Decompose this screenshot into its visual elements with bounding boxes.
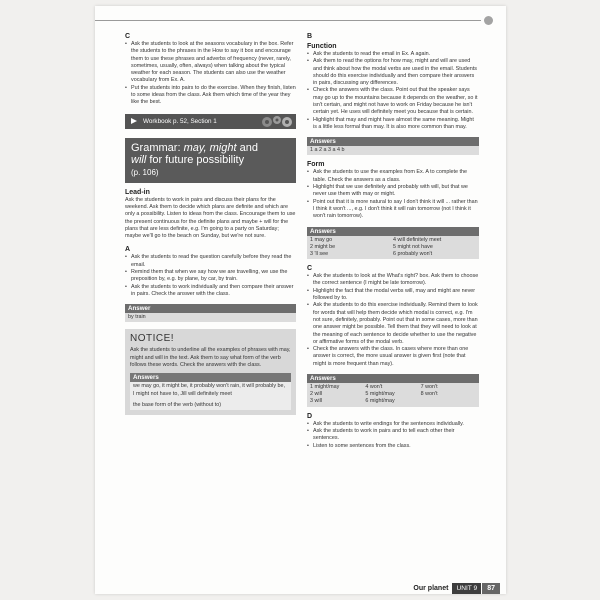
section-d-list	[307, 421, 479, 450]
list-item: • Highlight the fact that the modal verbs will, may and might are never followed by to.	[307, 288, 479, 303]
list-item: • Check the answers with the class. Point out that the speaker says may go up to the mountains because it depends on the weather, so it isn't certain, and might not have to work on Friday because he isn't certain yet. He uses will definitely meet you because that is certain.	[307, 87, 479, 116]
section-c-right-list	[307, 273, 479, 368]
answer-cell: 3 'll see	[310, 250, 329, 257]
notice-answers-body	[130, 382, 291, 410]
textbook-page	[95, 6, 506, 594]
grammar-title-part: and	[239, 141, 258, 154]
grammar-title	[131, 142, 290, 179]
grammar-title-part: Grammar:	[131, 141, 181, 154]
list-item: • Highlight that may and might have almost the same meaning. Might is a little less formal than may. It is also more common than may.	[307, 117, 479, 132]
answers-body: 1 a 2 a 3 a 4 b	[307, 146, 479, 155]
right-column	[307, 32, 479, 450]
workbook-banner	[125, 114, 296, 129]
list-item: • Ask the students to read the email in Ex. A again.	[307, 51, 479, 58]
page-number: 87	[482, 583, 500, 594]
list-item: • Check the answers with the class. In cases where more than one answer is correct, the more usual answer is given first (note that might is more frequent than may).	[307, 346, 479, 368]
answer-cell: 4 will definitely meet	[393, 236, 442, 243]
answer-cell: 1 may go	[310, 236, 333, 243]
form-answers-body	[307, 236, 479, 260]
answer-cell: 6 probably won't	[393, 250, 433, 257]
notice-answer-line: we may go, it might be, it probably won't rain, it will probably be, I might not have to, Jill will definitely meet	[133, 383, 286, 397]
workbook-label: Workbook p. 52, Section 1	[143, 117, 217, 125]
form-heading: Form	[307, 161, 325, 169]
gears-icon	[260, 115, 294, 128]
answer-cell: 7 won't	[420, 384, 438, 391]
grammar-page-ref: (p. 106)	[131, 167, 159, 177]
play-arrow-icon	[131, 118, 137, 124]
answers-bar: Answers	[307, 227, 479, 236]
list-item: • Ask the students to do this exercise individually. Remind them to look for words that will help them decide which modal is correct, e.g. I'm not sure, definitely, probably. Point out that in some cases, more than one answer might be possible. Tell them that they will need to look at the meaning of each sentence to decide whether to use the negative or affirmative forms of the modal verb.	[307, 302, 479, 346]
c-answers-body	[307, 383, 479, 407]
list-item: • Remind them that when we say how we are travelling, we use the preposition by, e.g. by plane, by car, by train.	[125, 269, 296, 284]
unit-badge: UNIT 9	[452, 583, 481, 594]
grammar-title-part: for future possibility	[149, 153, 245, 166]
section-a-list	[125, 254, 296, 298]
list-item: • Point out that it is more natural to say I don't think it will ... rather than I think it won't ..., e.g. I don't think it will rain tomorrow (not I think it won't rain tomorrow).	[307, 199, 479, 221]
function-heading: Function	[307, 43, 337, 50]
page-footer	[413, 583, 500, 594]
list-item: • Ask the students to look at the seasons vocabulary in the box. Refer the students to the phrases in the How to say it box and encourage them to use these phrases and adverbs of frequency (never, rarely, sometimes, usually, often, always) when talking about the typical weather for each season. The students can also use the weather vocabulary from Ex. A.	[125, 41, 296, 85]
section-c-right-heading: C	[307, 265, 313, 273]
answers-bar: Answers	[307, 374, 479, 383]
form-list	[307, 169, 479, 220]
notice-answers-bar: Answers	[130, 373, 291, 382]
notice-title: NOTICE!	[130, 333, 175, 345]
section-b-heading: B	[307, 33, 313, 40]
section-c-heading: C	[125, 33, 131, 40]
top-rule	[95, 20, 481, 21]
grammar-box	[125, 138, 296, 183]
notice-answer-line: the base form of the verb (without to)	[133, 401, 222, 408]
leadin-text: Ask the students to work in pairs and discuss their plans for the weekend. Ask them to decide which plans are definite and which are only a possibility. Listen to ideas from the class. Encourage them to use the present continuous for the definite plans and maybe + will for the plans that are less definite, e.g. I'm going to a party on Saturday; maybe we'll go to the beach on Sunday, but we're not sure.	[125, 196, 296, 240]
section-c-list	[125, 41, 296, 107]
list-item: • Listen to some sentences from the class.	[307, 443, 479, 450]
answer-cell	[421, 398, 476, 405]
answer-cell: 2 will	[310, 391, 322, 398]
answer-bar: Answer	[125, 304, 296, 313]
answer-cell: 3 will	[310, 398, 322, 405]
answers-bar: Answers	[307, 137, 479, 146]
section-a-heading: A	[125, 246, 131, 254]
list-item: • Highlight that we use definitely and probably with will, but that we never use them with may or might.	[307, 184, 479, 199]
grammar-title-part: may, might	[183, 141, 237, 154]
list-item: • Ask them to read the options for how may, might and will are used and think about how the modal verbs are used in the email. Students should do this exercise individually and then compare their answers in pairs, discussing any differences.	[307, 58, 479, 87]
list-item: • Ask the students to work in pairs and to tell each other their sentences.	[307, 428, 479, 443]
list-item: • Ask the students to use the examples from Ex. A to complete the table. Check the answers as a class.	[307, 169, 479, 184]
list-item: • Put the students into pairs to do the exercise. When they finish, listen to some ideas from the class. Ask them which time of the year they like the best.	[125, 85, 296, 107]
answer-cell: 1 might/may	[310, 384, 340, 391]
list-item: • Ask the students to look at the What's right? box. Ask them to choose the correct sentence (I might be late tomorrow).	[307, 273, 479, 288]
answer-cell: 5 might/may	[365, 391, 395, 398]
answer-cell: 8 won't	[420, 391, 438, 398]
top-dot	[484, 16, 493, 25]
list-item: • Ask the students to read the question carefully before they read the email.	[125, 254, 296, 269]
notice-box	[125, 329, 296, 415]
list-item: • Ask the students to write endings for the sentences individually.	[307, 421, 479, 428]
answer-cell: 2 might be	[310, 243, 336, 250]
answer-cell: 4 won't	[365, 384, 383, 391]
list-item: • Ask the students to work individually and then compare their answer in pairs. Check the answer with the class.	[125, 284, 296, 299]
left-column	[125, 32, 296, 415]
answer-body: by train	[125, 313, 296, 322]
section-d-heading: D	[307, 412, 313, 420]
leadin-heading: Lead-in	[125, 188, 150, 196]
answer-cell: 6 might/may	[365, 398, 395, 405]
footer-title: Our planet	[413, 585, 449, 592]
section-b-list	[307, 51, 479, 131]
notice-text: Ask the students to underline all the examples of phrases with may, might and will in the text. Ask them to say what form of the verb follows these words. Check the answers with the class.	[130, 347, 291, 369]
answer-cell: 5 might not have	[393, 243, 433, 250]
grammar-title-part: will	[131, 153, 147, 166]
